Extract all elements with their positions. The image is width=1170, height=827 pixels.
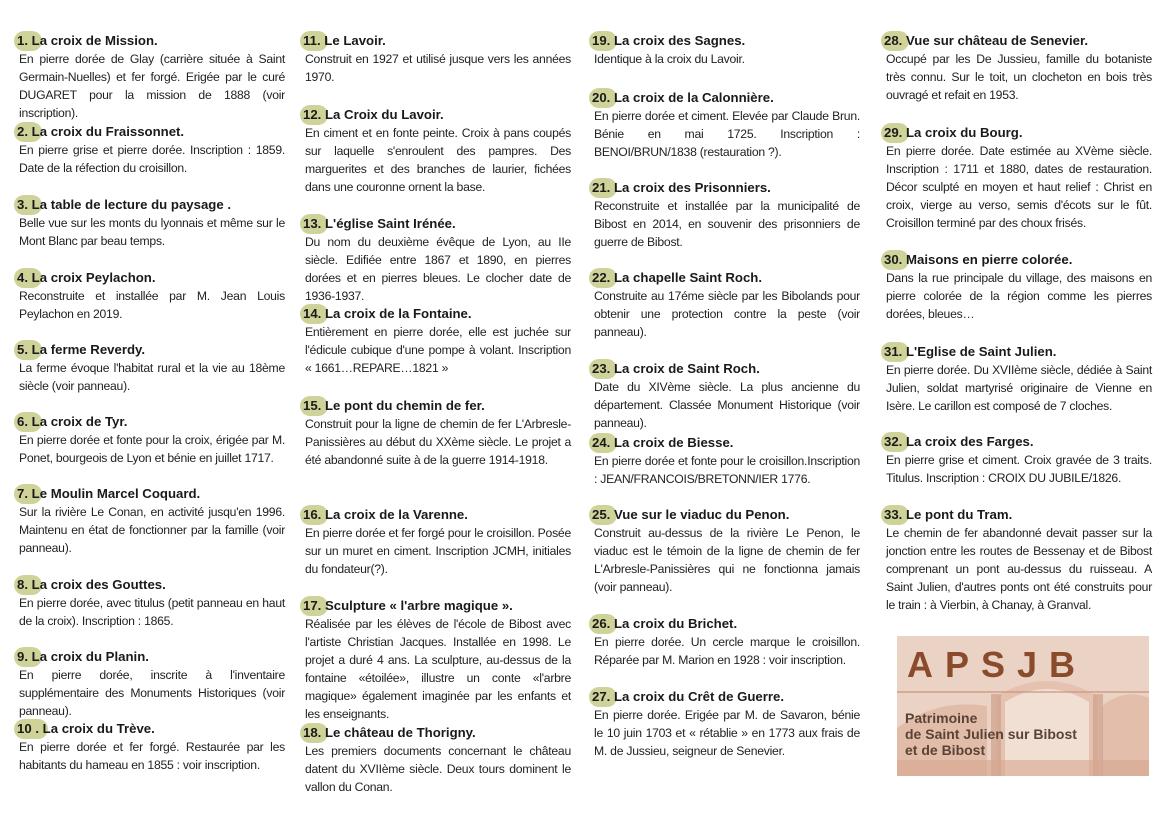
entry-description: Construit pour la ligne de chemin de fer L'Arbresle-Panissières au début du XXème siècle. Le projet a été abandonné suite à de la guerre 1914-1918. xyxy=(305,417,571,467)
entry-11 xyxy=(303,32,571,86)
entry-17 xyxy=(303,597,571,723)
entry-title: 8. La croix des Gouttes. xyxy=(17,576,285,594)
entry-19 xyxy=(592,32,860,68)
entry-6 xyxy=(17,413,285,467)
entry-title: 22. La chapelle Saint Roch. xyxy=(592,269,860,287)
entry-description: En pierre dorée et fonte pour la croix, érigée par M. Ponet, bourgeois de Lyon et bénie en juillet 1717. xyxy=(19,433,285,465)
entry-2 xyxy=(17,123,285,177)
entry-1 xyxy=(17,32,285,122)
logo-subtitle-line: de Saint Julien sur Bibost xyxy=(905,726,1077,742)
entry-14 xyxy=(303,305,571,377)
entry-description: En pierre dorée, inscrite à l'inventaire supplémentaire des Monuments Historiques (voir panneau). xyxy=(19,668,285,718)
entry-description: Entièrement en pierre dorée, elle est juchée sur l'édicule cubique d'une pompe à volant. Inscription « 1661…REPARE…1821 » xyxy=(305,325,571,375)
entry-title: 31. L'Eglise de Saint Julien. xyxy=(884,343,1152,361)
entry-description: En pierre grise et ciment. Croix gravée de 3 traits. Titulus. Inscription : CROIX DU JUBILE/1826. xyxy=(886,453,1152,485)
entry-title: 29. La croix du Bourg. xyxy=(884,124,1152,142)
entry-title: 7. Le Moulin Marcel Coquard. xyxy=(17,485,285,503)
entry-9 xyxy=(17,648,285,720)
logo-subtitle-line: et de Bibost xyxy=(905,742,986,758)
entry-28 xyxy=(884,32,1152,104)
apsjb-logo xyxy=(897,636,1149,776)
logo-subtitle xyxy=(905,710,1145,758)
entry-title: 28. Vue sur château de Senevier. xyxy=(884,32,1152,50)
entry-description: Belle vue sur les monts du lyonnais et même sur le Mont Blanc par beau temps. xyxy=(19,216,285,248)
entry-description: Du nom du deuxième évêque de Lyon, au IIe siècle. Edifiée entre 1867 et 1890, en pierres dorées et en pierres bleues. Le clocher date de 1936-1937. xyxy=(305,235,571,303)
entry-description: En pierre dorée et ciment. Elevée par Claude Brun. Bénie en mai 1725. Inscription : BENOI/BRUN/1838 (restauration ?). xyxy=(594,109,860,159)
entry-description: En pierre dorée et fer forgé pour le croisillon. Posée sur un muret en ciment. Inscription JCMH, initiales du fondateur(?). xyxy=(305,526,571,576)
entry-description: Identique à la croix du Lavoir. xyxy=(594,52,745,66)
entry-description: En pierre dorée. Du XVIIème siècle, dédiée à Saint Julien, soldat martyrisé originaire de Vienne en Isère. Le carillon est composé de 7 cloches. xyxy=(886,363,1152,413)
entry-13 xyxy=(303,215,571,305)
entry-29 xyxy=(884,124,1152,232)
entry-title: 23. La croix de Saint Roch. xyxy=(592,360,860,378)
entry-description: En pierre dorée. Erigée par M. de Savaron, bénie le 10 juin 1703 et « rétablie » en 1773 aux frais de M. de Jussieu, seigneur de Senevier. xyxy=(594,708,860,758)
entry-16 xyxy=(303,506,571,578)
entry-title: 17. Sculpture « l'arbre magique ». xyxy=(303,597,571,615)
entry-description: Réalisée par les élèves de l'école de Bibost avec l'artiste Christian Jacques. Installée en 1998. Le projet a duré 4 ans. La sculpture, au-dessus de la fontaine «étoilée», illustre un conte «l'arbre magique» également imaginée par les enfants et les enseignants. xyxy=(305,617,571,721)
entry-33 xyxy=(884,506,1152,614)
entry-description: Construit en 1927 et utilisé jusque vers les années 1970. xyxy=(305,52,571,84)
entry-30 xyxy=(884,251,1152,323)
entry-26 xyxy=(592,615,860,669)
entry-title: 6. La croix de Tyr. xyxy=(17,413,285,431)
entry-title: 10 . La croix du Trève. xyxy=(17,720,285,738)
entry-7 xyxy=(17,485,285,557)
entry-title: 26. La croix du Brichet. xyxy=(592,615,860,633)
entry-title: 16. La croix de la Varenne. xyxy=(303,506,571,524)
entry-title: 20. La croix de la Calonnière. xyxy=(592,89,860,107)
entry-title: 12. La Croix du Lavoir. xyxy=(303,106,571,124)
entry-22 xyxy=(592,269,860,341)
entry-description: En pierre grise et pierre dorée. Inscription : 1859. Date de la réfection du croisillon. xyxy=(19,143,285,175)
entry-12 xyxy=(303,106,571,196)
entry-title: 32. La croix des Farges. xyxy=(884,433,1152,451)
entry-title: 15. Le pont du chemin de fer. xyxy=(303,397,571,415)
entry-description: Sur la rivière Le Conan, en activité jusqu'en 1996. Maintenu en état de fonctionner par la famille (voir panneau). xyxy=(19,505,285,555)
entry-title: 14. La croix de la Fontaine. xyxy=(303,305,571,323)
entry-description: Dans la rue principale du village, des maisons en pierre colorée de la région comme les pierres dorées, bleues… xyxy=(886,271,1152,321)
entry-15 xyxy=(303,397,571,469)
entry-description: En pierre dorée et fer forgé. Restaurée par les habitants du hameau en 1855 : voir inscription. xyxy=(19,740,285,772)
entry-5 xyxy=(17,341,285,395)
entry-32 xyxy=(884,433,1152,487)
entry-description: Les premiers documents concernant le château datent du XVIIème siècle. Deux tours dominent le vallon du Conan. xyxy=(305,744,571,794)
entry-23 xyxy=(592,360,860,432)
entry-title: 19. La croix des Sagnes. xyxy=(592,32,860,50)
entry-title: 2. La croix du Fraissonnet. xyxy=(17,123,285,141)
entry-title: 18. Le château de Thorigny. xyxy=(303,724,571,742)
entry-title: 1. La croix de Mission. xyxy=(17,32,285,50)
entry-21 xyxy=(592,179,860,251)
entry-description: En pierre dorée. Date estimée au XVème siècle. Inscription : 1711 et 1880, dates de restauration. Décor sculpté en moyen et haut relief : Christ en croix, vierge au verso, semis d'écots sur le fût. Croisillon terminé par des choux frisés. xyxy=(886,144,1152,230)
entry-description: Occupé par les De Jussieu, famille du botaniste très connu. Sur le toit, un clocheton en bois très ouvragé et refait en 1953. xyxy=(886,52,1152,102)
entry-18 xyxy=(303,724,571,796)
entry-description: Construite au 17éme siècle par les Bibolands pour obtenir une protection contre la peste (voir panneau). xyxy=(594,289,860,339)
entry-20 xyxy=(592,89,860,161)
entry-title: 21. La croix des Prisonniers. xyxy=(592,179,860,197)
entry-title: 9. La croix du Planin. xyxy=(17,648,285,666)
entry-8 xyxy=(17,576,285,630)
entry-description: En ciment et en fonte peinte. Croix à pans coupés sur laquelle s'enroulent des pampres. Des marguerites et des branches de laurier, fichées dans une couronne ornent la base. xyxy=(305,126,571,194)
entry-title: 4. La croix Peylachon. xyxy=(17,269,285,287)
entry-27 xyxy=(592,688,860,760)
entry-description: Reconstruite et installée par M. Jean Louis Peylachon en 2019. xyxy=(19,289,285,321)
entry-4 xyxy=(17,269,285,323)
entry-title: 13. L'église Saint Irénée. xyxy=(303,215,571,233)
entry-title: 27. La croix du Crêt de Guerre. xyxy=(592,688,860,706)
entry-description: Reconstruite et installée par la municipalité de Bibost en 2014, en souvenir des prisonniers de guerre de Bibost. xyxy=(594,199,860,249)
entry-description: Date du XIVème siècle. La plus ancienne du département. Classée Monument Historique (voir panneau). xyxy=(594,380,860,430)
entry-3 xyxy=(17,196,285,250)
entry-31 xyxy=(884,343,1152,415)
entry-title: 3. La table de lecture du paysage . xyxy=(17,196,285,214)
entry-title: 30. Maisons en pierre colorée. xyxy=(884,251,1152,269)
entry-10 xyxy=(17,720,285,774)
entry-title: 11. Le Lavoir. xyxy=(303,32,571,50)
entry-title: 25. Vue sur le viaduc du Penon. xyxy=(592,506,860,524)
entry-description: En pierre dorée et fonte pour le croisillon.Inscription : JEAN/FRANCOIS/BRETONN/IER 1776. xyxy=(594,454,860,486)
logo-subtitle-line: Patrimoine xyxy=(905,710,978,726)
entry-description: Construit au-dessus de la rivière Le Penon, le viaduc est le témoin de la ligne de chemin de fer L'Arbresle-Panissières qui ne fonctionna jamais (voir panneau). xyxy=(594,526,860,594)
entry-description: En pierre dorée, avec titulus (petit panneau en haut de la croix). Inscription : 1865. xyxy=(19,596,285,628)
entry-title: 5. La ferme Reverdy. xyxy=(17,341,285,359)
logo-title: APSJB xyxy=(907,644,1088,685)
entry-description: En pierre dorée de Glay (carrière située à Saint Germain-Nuelles) et fer forgé. Erigée par le curé DUGARET pour la mission de 1888 (voir inscription). xyxy=(19,52,285,120)
entry-title: 33. Le pont du Tram. xyxy=(884,506,1152,524)
entry-25 xyxy=(592,506,860,596)
entry-title: 24. La croix de Biesse. xyxy=(592,434,860,452)
entry-description: La ferme évoque l'habitat rural et la vie au 18ème siècle (voir panneau). xyxy=(19,361,285,393)
entry-24 xyxy=(592,434,860,488)
entry-description: Le chemin de fer abandonné devait passer sur la jonction entre les routes de Bessenay et de Bibost comprenant un pont au-dessus du ruisseau. A Saint Julien, d'autres ponts ont été construits pour le train : à Vierbin, à Chanay, à Granval. xyxy=(886,526,1152,612)
entry-description: En pierre dorée. Un cercle marque le croisillon. Réparée par M. Marion en 1928 : voir inscription. xyxy=(594,635,860,667)
